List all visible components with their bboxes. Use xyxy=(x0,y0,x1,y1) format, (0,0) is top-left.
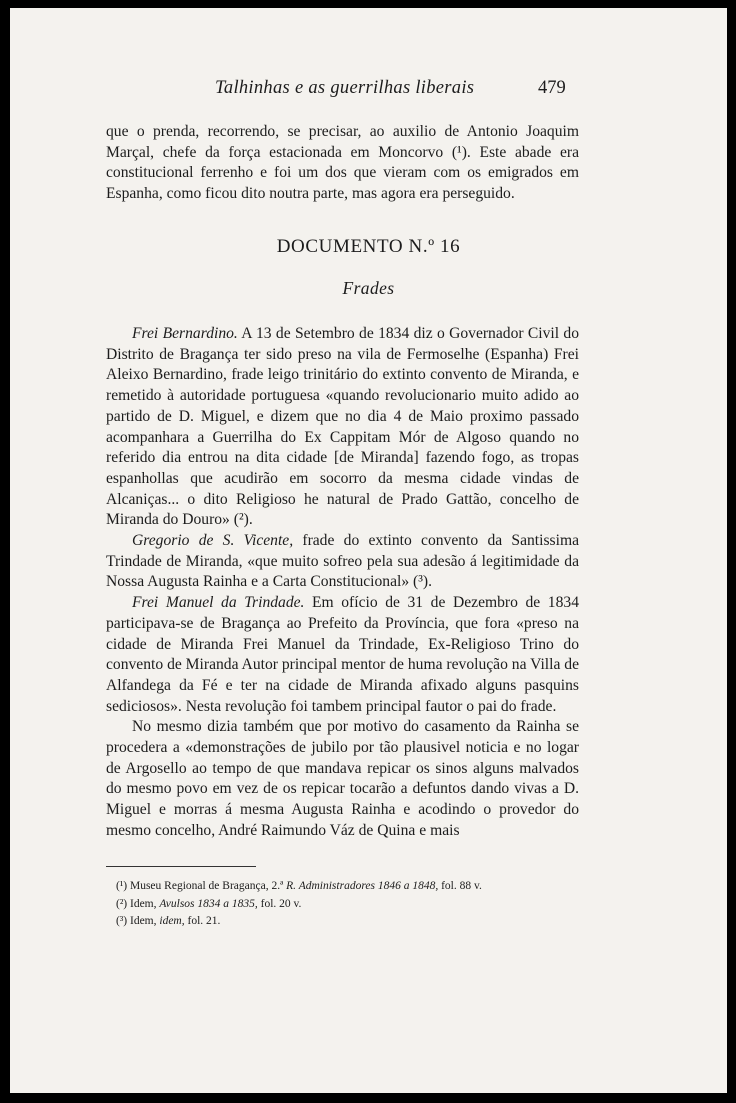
document-subheading: Frades xyxy=(342,278,395,298)
paragraph-body: No mesmo dizia também que por motivo do casamento da Rainha se procedera a «demonstrações de jubilo por tão plausivel noticia e no logar de Argosello ao tempo de que mandava repicar os sinos alguns malvados do mesmo povo em vez de os repicar tocarão a defuntos dando vivas a D. Miguel e morras á mesma Augusta Rainha e acodindo o provedor do mesmo concelho, André Raimundo Váz de Quina e mais xyxy=(106,718,579,839)
paragraph-gregorio xyxy=(106,531,579,593)
paragraph-frei-bernardino xyxy=(106,324,579,531)
intro-paragraph xyxy=(106,122,579,205)
paragraph-lead: Frei Manuel da Trindade. xyxy=(132,594,305,612)
footnote-mark: (³) xyxy=(116,915,128,927)
main-text xyxy=(106,324,579,842)
footnote-3 xyxy=(116,913,576,931)
paragraph-frei-manuel xyxy=(106,593,579,717)
page-header xyxy=(10,78,727,104)
paragraph-body: Em ofício de 31 de Dezembro de 1834 participava-se de Bragança ao Prefeito da Província, que fora «preso na cidade de Miranda Frei Manuel da Trindade, Ex-Religioso Trino do convento de Miranda Autor principal mentor de huma revolução na Villa de Alfandega da Fé e ter na cidade de Miranda afixado alguns pasquins sediciosos». Nesta revolução foi tambem principal fautor o pai do frade. xyxy=(106,594,579,715)
footnote-text: Museu Regional de Bragança, 2.ª xyxy=(127,880,287,892)
footnote-italic: R. Administradores 1846 a 1848, xyxy=(286,880,439,892)
paragraph-body: A 13 de Setembro de 1834 diz o Governador Civil do Distrito de Bragança ter sido preso na vila de Fermoselhe (Espanha) Frei Aleixo Bernardino, frade leigo trinitário do extinto convento de Miranda, e remetido à autoridade portuguesa «quando revolucionario muito adido ao partido de D. Miguel, e dizem que no dia 4 de Maio proximo passado acompanhara a Guerrilha do Ex Cappitam Mór de Algoso quando no referido dia entrou na dita cidade [de Miranda] fazendo fogo, as tropas espanhollas que acudirão em socorro da mesma cidade vindas de Alcaniças... o dito Religioso he natural de Prado Gattão, concelho de Miranda do Douro» (²). xyxy=(106,325,579,529)
footnote-2 xyxy=(116,896,576,914)
footnote-mark: (¹) xyxy=(116,880,128,892)
intro-paragraph-text: que o prenda, recorrendo, se precisar, ao auxilio de Antonio Joaquim Marçal, chefe da força estacionada em Moncorvo (¹). Este abade era constitucional ferrenho e foi um dos que vieram com os emigrados em Espanha, como ficou dito noutra parte, mas agora era perseguido. xyxy=(106,123,579,203)
paragraph-casamento xyxy=(106,717,579,841)
footnote-text: fol. 20 v. xyxy=(257,897,302,910)
page-number: 479 xyxy=(538,78,566,98)
footnote-italic: idem, xyxy=(159,915,185,927)
running-title: Talhinhas e as guerrilhas liberais xyxy=(215,78,475,98)
paragraph-lead: Frei Bernardino. xyxy=(132,325,238,342)
footnotes xyxy=(116,878,576,931)
footnote-italic: Avulsos 1834 a 1835, xyxy=(159,897,258,910)
footnote-text: fol. 21. xyxy=(184,915,221,927)
paragraph-body: frade do extinto convento da Santissima Trindade de Miranda, «que muito sofreo pela sua adesão á legitimidade da Nossa Augusta Rainha e a Carta Constitucional» (³). xyxy=(106,532,579,591)
footnote-mark: (²) xyxy=(116,897,128,910)
footnote-divider xyxy=(106,866,256,867)
paragraph-lead: Gregorio de S. Vicente, xyxy=(132,532,294,550)
footnote-text: Idem, xyxy=(127,897,160,910)
footnote-1 xyxy=(116,878,576,896)
document-heading: DOCUMENTO N.º 16 xyxy=(276,236,461,257)
footnote-text: fol. 88 v. xyxy=(438,880,482,892)
footnote-text: Idem, xyxy=(127,915,160,927)
book-page xyxy=(10,8,727,1093)
